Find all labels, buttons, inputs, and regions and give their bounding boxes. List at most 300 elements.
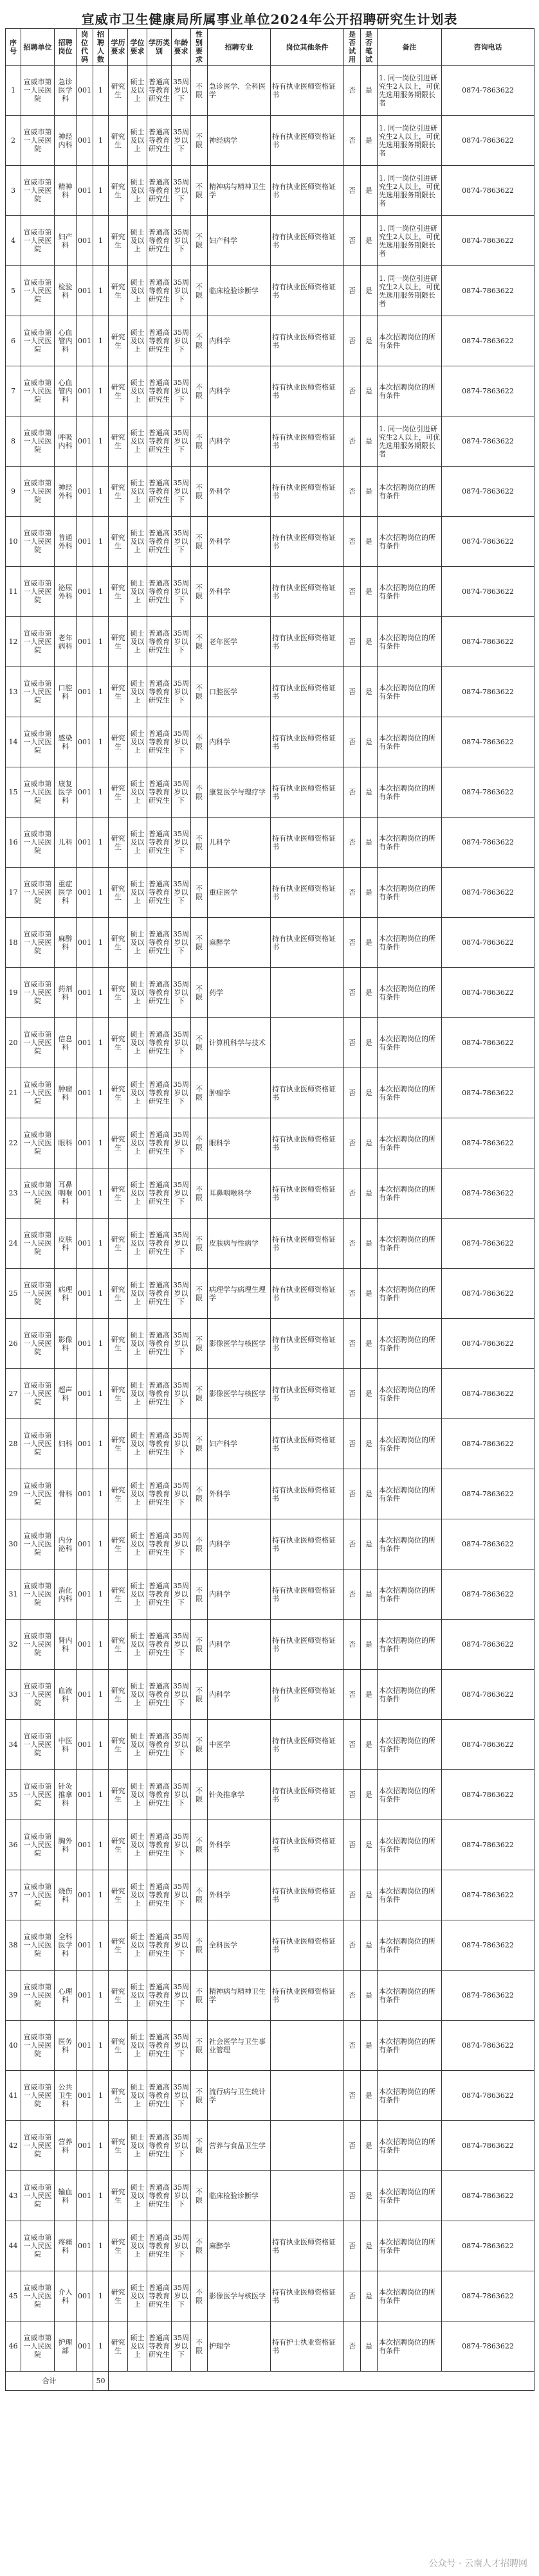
table-cell: 0874-7863622 [442, 717, 534, 767]
table-cell: 硕士及以上 [128, 2171, 147, 2221]
table-cell: 普通高等教育研究生 [147, 1870, 172, 1920]
table-cell: 本次招聘岗位的所有条件 [378, 517, 442, 567]
table-cell: 不限 [191, 216, 208, 266]
table-cell: 持有护士执业资格证书 [271, 2321, 344, 2372]
table-cell: 本次招聘岗位的所有条件 [378, 2121, 442, 2171]
table-cell: 公共卫生科 [55, 2071, 77, 2121]
table-cell: 7 [6, 366, 21, 416]
table-cell: 全科医学科 [55, 1920, 77, 1971]
table-cell: 宣威市第一人民医院 [21, 1018, 55, 1068]
table-row [6, 216, 534, 266]
table-cell: 研究生 [109, 2171, 128, 2221]
table-cell: 硕士及以上 [128, 1068, 147, 1118]
table-row [6, 717, 534, 767]
table-cell: 持有执业医师资格证书 [271, 918, 344, 968]
table-cell: 研究生 [109, 1269, 128, 1319]
table-cell: 研究生 [109, 1971, 128, 2021]
table-cell: 研究生 [109, 767, 128, 818]
table-cell: 宣威市第一人民医院 [21, 116, 55, 166]
table-cell: 普通高等教育研究生 [147, 1319, 172, 1369]
table-cell: 35周岁以下 [172, 2171, 191, 2221]
table-cell: 001 [77, 1469, 93, 1519]
table-cell: 普通高等教育研究生 [147, 1920, 172, 1971]
table-cell: 39 [6, 1971, 21, 2021]
table-cell: 001 [77, 66, 93, 116]
table-cell: 研究生 [109, 1068, 128, 1118]
table-cell: 35周岁以下 [172, 116, 191, 166]
table-cell: 是 [361, 567, 378, 617]
table-cell: 35周岁以下 [172, 66, 191, 116]
table-cell: 44 [6, 2221, 21, 2271]
table-cell: 普通高等教育研究生 [147, 1269, 172, 1319]
table-cell [271, 1018, 344, 1068]
table-cell: 001 [77, 918, 93, 968]
table-cell: 普通高等教育研究生 [147, 1068, 172, 1118]
table-cell: 否 [344, 366, 361, 416]
table-cell: 宣威市第一人民医院 [21, 1770, 55, 1820]
table-cell: 是 [361, 818, 378, 868]
table-cell: 否 [344, 717, 361, 767]
table-cell: 否 [344, 1820, 361, 1870]
table-cell: 宣威市第一人民医院 [21, 2221, 55, 2271]
table-cell: 1 [93, 667, 109, 717]
table-cell: 1 [93, 1720, 109, 1770]
table-cell: 是 [361, 416, 378, 467]
table-cell: 0874-7863622 [442, 1670, 534, 1720]
table-cell: 持有执业医师资格证书 [271, 1920, 344, 1971]
table-cell: 1. 同一岗位引进研究生2人以上，可优先选用服务期限长者 [378, 266, 442, 316]
table-cell: 普通高等教育研究生 [147, 2271, 172, 2321]
table-cell: 是 [361, 2171, 378, 2221]
table-cell: 宣威市第一人民医院 [21, 517, 55, 567]
table-cell: 001 [77, 1269, 93, 1319]
table-cell: 0874-7863622 [442, 2171, 534, 2221]
table-cell: 宣威市第一人民医院 [21, 2271, 55, 2321]
table-row [6, 366, 534, 416]
table-cell: 硕士及以上 [128, 617, 147, 667]
table-row [6, 1770, 534, 1820]
table-cell: 001 [77, 1219, 93, 1269]
table-cell: 宣威市第一人民医院 [21, 2171, 55, 2221]
table-cell: 35 [6, 1770, 21, 1820]
table-cell: 是 [361, 266, 378, 316]
table-cell: 信息科 [55, 1018, 77, 1068]
table-cell: 本次招聘岗位的所有条件 [378, 818, 442, 868]
table-cell: 26 [6, 1319, 21, 1369]
table-cell: 是 [361, 1670, 378, 1720]
table-cell: 否 [344, 1369, 361, 1419]
table-cell: 35周岁以下 [172, 868, 191, 918]
table-cell: 宣威市第一人民医院 [21, 2021, 55, 2071]
table-cell: 否 [344, 617, 361, 667]
table-cell: 持有执业医师资格证书 [271, 667, 344, 717]
table-cell: 1 [93, 1118, 109, 1168]
table-cell: 研究生 [109, 1168, 128, 1219]
table-cell: 是 [361, 918, 378, 968]
table-cell: 0874-7863622 [442, 2321, 534, 2372]
table-cell: 是 [361, 2271, 378, 2321]
table-cell: 输血科 [55, 2171, 77, 2221]
table-cell: 0874-7863622 [442, 1319, 534, 1369]
table-cell: 35周岁以下 [172, 2021, 191, 2071]
table-cell: 宣威市第一人民医院 [21, 1820, 55, 1870]
table-cell: 不限 [191, 166, 208, 216]
table-cell: 研究生 [109, 1419, 128, 1469]
table-cell: 本次招聘岗位的所有条件 [378, 617, 442, 667]
table-cell: 是 [361, 366, 378, 416]
table-cell: 13 [6, 667, 21, 717]
table-cell: 1 [93, 1469, 109, 1519]
table-cell: 硕士及以上 [128, 1219, 147, 1269]
table-cell: 心血管内科 [55, 366, 77, 416]
table-row [6, 1820, 534, 1870]
table-cell: 20 [6, 1018, 21, 1068]
table-cell [271, 2171, 344, 2221]
table-cell: 宣威市第一人民医院 [21, 1620, 55, 1670]
table-cell: 1. 同一岗位引进研究生2人以上，可优先选用服务期限长者 [378, 66, 442, 116]
table-cell: 0874-7863622 [442, 1920, 534, 1971]
table-cell: 不限 [191, 1920, 208, 1971]
table-cell: 营养与食品卫生学 [208, 2121, 271, 2171]
table-cell: 本次招聘岗位的所有条件 [378, 2221, 442, 2271]
table-cell: 持有执业医师资格证书 [271, 1770, 344, 1820]
table-cell: 不限 [191, 918, 208, 968]
table-cell: 普通高等教育研究生 [147, 1018, 172, 1068]
table-cell: 本次招聘岗位的所有条件 [378, 1369, 442, 1419]
table-cell: 本次招聘岗位的所有条件 [378, 366, 442, 416]
table-cell: 001 [77, 1168, 93, 1219]
table-cell: 普通高等教育研究生 [147, 467, 172, 517]
table-cell: 0874-7863622 [442, 1720, 534, 1770]
table-cell: 研究生 [109, 1920, 128, 1971]
table-cell: 是 [361, 1570, 378, 1620]
table-cell: 0874-7863622 [442, 1519, 534, 1570]
table-cell: 本次招聘岗位的所有条件 [378, 1469, 442, 1519]
table-cell: 不限 [191, 2221, 208, 2271]
table-row [6, 1620, 534, 1670]
table-cell: 持有执业医师资格证书 [271, 1620, 344, 1670]
table-cell: 普通高等教育研究生 [147, 1419, 172, 1469]
table-cell: 老年病科 [55, 617, 77, 667]
table-cell: 30 [6, 1519, 21, 1570]
table-cell: 持有执业医师资格证书 [271, 1469, 344, 1519]
table-cell: 1. 同一岗位引进研究生2人以上，可优先选用服务期限长者 [378, 166, 442, 216]
table-cell: 0874-7863622 [442, 66, 534, 116]
table-cell: 001 [77, 2171, 93, 2221]
table-cell: 内科学 [208, 1620, 271, 1670]
table-cell: 1 [93, 1168, 109, 1219]
table-cell: 心理科 [55, 1971, 77, 2021]
table-cell: 001 [77, 2321, 93, 2372]
table-cell: 呼吸内科 [55, 416, 77, 467]
table-cell: 眼科 [55, 1118, 77, 1168]
table-cell: 0874-7863622 [442, 1018, 534, 1068]
table-cell: 普通高等教育研究生 [147, 166, 172, 216]
table-cell: 001 [77, 1068, 93, 1118]
table-row [6, 2071, 534, 2121]
table-cell: 不限 [191, 968, 208, 1018]
table-cell: 社会医学与卫生事业管理 [208, 2021, 271, 2071]
table-cell: 宣威市第一人民医院 [21, 1971, 55, 2021]
table-cell: 1 [93, 918, 109, 968]
table-cell: 35周岁以下 [172, 2121, 191, 2171]
table-cell: 35周岁以下 [172, 818, 191, 868]
table-cell: 0874-7863622 [442, 416, 534, 467]
table-cell: 宣威市第一人民医院 [21, 2071, 55, 2121]
table-cell: 妇产科 [55, 216, 77, 266]
table-cell: 本次招聘岗位的所有条件 [378, 2321, 442, 2372]
table-cell: 35周岁以下 [172, 1720, 191, 1770]
table-cell: 研究生 [109, 868, 128, 918]
table-cell: 硕士及以上 [128, 968, 147, 1018]
table-cell: 1 [93, 316, 109, 366]
table-cell: 硕士及以上 [128, 316, 147, 366]
table-cell: 硕士及以上 [128, 1118, 147, 1168]
table-row [6, 968, 534, 1018]
table-cell: 消化内科 [55, 1570, 77, 1620]
table-row [6, 1469, 534, 1519]
table-cell: 硕士及以上 [128, 1720, 147, 1770]
table-cell: 研究生 [109, 1820, 128, 1870]
table-cell: 不限 [191, 66, 208, 116]
column-header: 年龄要求 [172, 29, 191, 66]
table-cell: 35周岁以下 [172, 316, 191, 366]
table-cell: 普通高等教育研究生 [147, 266, 172, 316]
table-cell: 不限 [191, 2171, 208, 2221]
table-row [6, 1870, 534, 1920]
table-cell: 本次招聘岗位的所有条件 [378, 1319, 442, 1369]
table-cell: 是 [361, 1920, 378, 1971]
table-cell: 001 [77, 1419, 93, 1469]
table-cell: 宣威市第一人民医院 [21, 1469, 55, 1519]
table-cell: 35周岁以下 [172, 767, 191, 818]
table-cell: 1 [93, 2321, 109, 2372]
table-cell: 本次招聘岗位的所有条件 [378, 2271, 442, 2321]
table-cell: 0874-7863622 [442, 2221, 534, 2271]
table-cell: 硕士及以上 [128, 2221, 147, 2271]
table-cell: 耳鼻咽喉科学 [208, 1168, 271, 1219]
table-cell: 宣威市第一人民医院 [21, 767, 55, 818]
table-cell: 儿科 [55, 818, 77, 868]
table-cell: 普通高等教育研究生 [147, 868, 172, 918]
table-cell: 本次招聘岗位的所有条件 [378, 1870, 442, 1920]
table-cell: 研究生 [109, 1620, 128, 1670]
table-cell: 0874-7863622 [442, 667, 534, 717]
table-cell: 本次招聘岗位的所有条件 [378, 316, 442, 366]
table-cell: 硕士及以上 [128, 1168, 147, 1219]
table-cell: 不限 [191, 1620, 208, 1670]
table-cell: 001 [77, 1720, 93, 1770]
table-cell: 骨科 [55, 1469, 77, 1519]
table-cell: 001 [77, 1519, 93, 1570]
table-cell: 普通高等教育研究生 [147, 66, 172, 116]
table-cell: 不限 [191, 467, 208, 517]
table-cell: 001 [77, 868, 93, 918]
table-row [6, 2221, 534, 2271]
table-cell: 本次招聘岗位的所有条件 [378, 1820, 442, 1870]
table-cell: 否 [344, 1570, 361, 1620]
table-cell: 皮肤病与性病学 [208, 1219, 271, 1269]
table-row [6, 316, 534, 366]
table-cell: 研究生 [109, 2071, 128, 2121]
table-cell: 是 [361, 2071, 378, 2121]
table-cell: 本次招聘岗位的所有条件 [378, 1519, 442, 1570]
table-cell: 本次招聘岗位的所有条件 [378, 717, 442, 767]
total-label: 合计 [6, 2372, 93, 2391]
table-cell: 研究生 [109, 1870, 128, 1920]
table-cell: 老年医学 [208, 617, 271, 667]
table-cell: 否 [344, 266, 361, 316]
table-cell: 研究生 [109, 416, 128, 467]
table-cell: 宣威市第一人民医院 [21, 1319, 55, 1369]
table-cell: 35周岁以下 [172, 166, 191, 216]
table-cell: 肾内科 [55, 1620, 77, 1670]
table-cell: 35周岁以下 [172, 2221, 191, 2271]
table-cell: 001 [77, 1018, 93, 1068]
table-cell: 35周岁以下 [172, 1168, 191, 1219]
table-cell: 1. 同一岗位引进研究生2人以上，可优先选用服务期限长者 [378, 116, 442, 166]
table-row [6, 416, 534, 467]
table-row [6, 617, 534, 667]
column-header: 招聘专业 [208, 29, 271, 66]
table-cell: 34 [6, 1720, 21, 1770]
table-cell: 否 [344, 2271, 361, 2321]
table-cell: 0874-7863622 [442, 1870, 534, 1920]
table-cell: 硕士及以上 [128, 1419, 147, 1469]
table-cell: 持有执业医师资格证书 [271, 2271, 344, 2321]
table-cell: 普通高等教育研究生 [147, 116, 172, 166]
table-cell: 是 [361, 1018, 378, 1068]
table-cell: 1 [93, 66, 109, 116]
table-cell: 硕士及以上 [128, 1620, 147, 1670]
table-cell: 是 [361, 517, 378, 567]
table-cell: 001 [77, 1319, 93, 1369]
table-cell: 研究生 [109, 717, 128, 767]
table-cell: 神经病学 [208, 116, 271, 166]
table-cell: 35周岁以下 [172, 667, 191, 717]
table-row [6, 918, 534, 968]
table-cell: 1 [93, 2021, 109, 2071]
table-cell: 普通高等教育研究生 [147, 1519, 172, 1570]
table-cell: 35周岁以下 [172, 366, 191, 416]
column-header: 是否试用 [344, 29, 361, 66]
table-cell: 是 [361, 316, 378, 366]
table-cell: 是 [361, 1369, 378, 1419]
table-cell: 口腔医学 [208, 667, 271, 717]
table-cell: 研究生 [109, 1219, 128, 1269]
table-cell: 否 [344, 2221, 361, 2271]
table-cell: 1 [93, 1920, 109, 1971]
table-cell: 普通高等教育研究生 [147, 2021, 172, 2071]
table-cell: 普通高等教育研究生 [147, 2221, 172, 2271]
table-cell: 0874-7863622 [442, 116, 534, 166]
table-cell: 0874-7863622 [442, 517, 534, 567]
table-cell: 研究生 [109, 116, 128, 166]
table-cell: 持有执业医师资格证书 [271, 2221, 344, 2271]
table-cell: 1 [93, 2121, 109, 2171]
table-cell: 影像医学与核医学 [208, 1369, 271, 1419]
table-cell: 0874-7863622 [442, 1620, 534, 1670]
table-cell: 普通高等教育研究生 [147, 1770, 172, 1820]
table-cell: 是 [361, 66, 378, 116]
table-cell: 研究生 [109, 66, 128, 116]
table-cell: 否 [344, 2021, 361, 2071]
table-cell: 持有执业医师资格证书 [271, 1419, 344, 1469]
table-cell: 持有执业医师资格证书 [271, 517, 344, 567]
table-cell: 持有执业医师资格证书 [271, 1219, 344, 1269]
table-cell: 1 [93, 968, 109, 1018]
column-header: 学位要求 [128, 29, 147, 66]
table-cell: 普通高等教育研究生 [147, 517, 172, 567]
table-cell: 0874-7863622 [442, 2121, 534, 2171]
table-cell: 普通高等教育研究生 [147, 2071, 172, 2121]
table-cell: 宣威市第一人民医院 [21, 467, 55, 517]
table-cell: 1 [93, 617, 109, 667]
table-cell: 是 [361, 1519, 378, 1570]
table-cell: 硕士及以上 [128, 2021, 147, 2071]
table-row [6, 2271, 534, 2321]
table-cell: 是 [361, 1620, 378, 1670]
table-cell: 不限 [191, 1670, 208, 1720]
table-cell: 普通高等教育研究生 [147, 1219, 172, 1269]
table-cell: 本次招聘岗位的所有条件 [378, 1419, 442, 1469]
table-cell: 35周岁以下 [172, 617, 191, 667]
table-cell: 001 [77, 667, 93, 717]
table-cell: 硕士及以上 [128, 266, 147, 316]
table-cell: 是 [361, 1068, 378, 1118]
table-cell: 0874-7863622 [442, 868, 534, 918]
table-cell: 普通高等教育研究生 [147, 2121, 172, 2171]
table-cell: 33 [6, 1670, 21, 1720]
table-cell: 001 [77, 216, 93, 266]
table-cell: 本次招聘岗位的所有条件 [378, 1269, 442, 1319]
table-cell: 35周岁以下 [172, 1570, 191, 1620]
table-cell: 不限 [191, 1168, 208, 1219]
recruitment-table [5, 28, 534, 2391]
table-cell: 研究生 [109, 667, 128, 717]
table-cell: 11 [6, 567, 21, 617]
table-cell: 2 [6, 116, 21, 166]
table-cell: 持有执业医师资格证书 [271, 1820, 344, 1870]
recruitment-table-wrapper [5, 28, 534, 2391]
table-cell: 37 [6, 1870, 21, 1920]
table-cell: 本次招聘岗位的所有条件 [378, 767, 442, 818]
table-cell: 宣威市第一人民医院 [21, 968, 55, 1018]
table-cell: 不限 [191, 416, 208, 467]
table-cell: 普通高等教育研究生 [147, 2171, 172, 2221]
table-cell: 否 [344, 1219, 361, 1269]
table-cell: 0874-7863622 [442, 2271, 534, 2321]
table-cell: 宣威市第一人民医院 [21, 567, 55, 617]
table-cell: 001 [77, 1971, 93, 2021]
table-cell: 1 [93, 1620, 109, 1670]
table-cell: 硕士及以上 [128, 1820, 147, 1870]
table-cell: 宣威市第一人民医院 [21, 1920, 55, 1971]
table-cell: 否 [344, 918, 361, 968]
table-cell: 是 [361, 717, 378, 767]
table-cell: 肿瘤学 [208, 1068, 271, 1118]
table-cell: 是 [361, 116, 378, 166]
table-cell: 宣威市第一人民医院 [21, 918, 55, 968]
table-cell: 康复医学与理疗学 [208, 767, 271, 818]
table-cell: 0874-7863622 [442, 1118, 534, 1168]
table-row [6, 1570, 534, 1620]
table-cell: 35周岁以下 [172, 1369, 191, 1419]
table-cell: 1 [93, 266, 109, 316]
table-cell: 研究生 [109, 1018, 128, 1068]
table-cell: 不限 [191, 1319, 208, 1369]
table-cell: 是 [361, 767, 378, 818]
